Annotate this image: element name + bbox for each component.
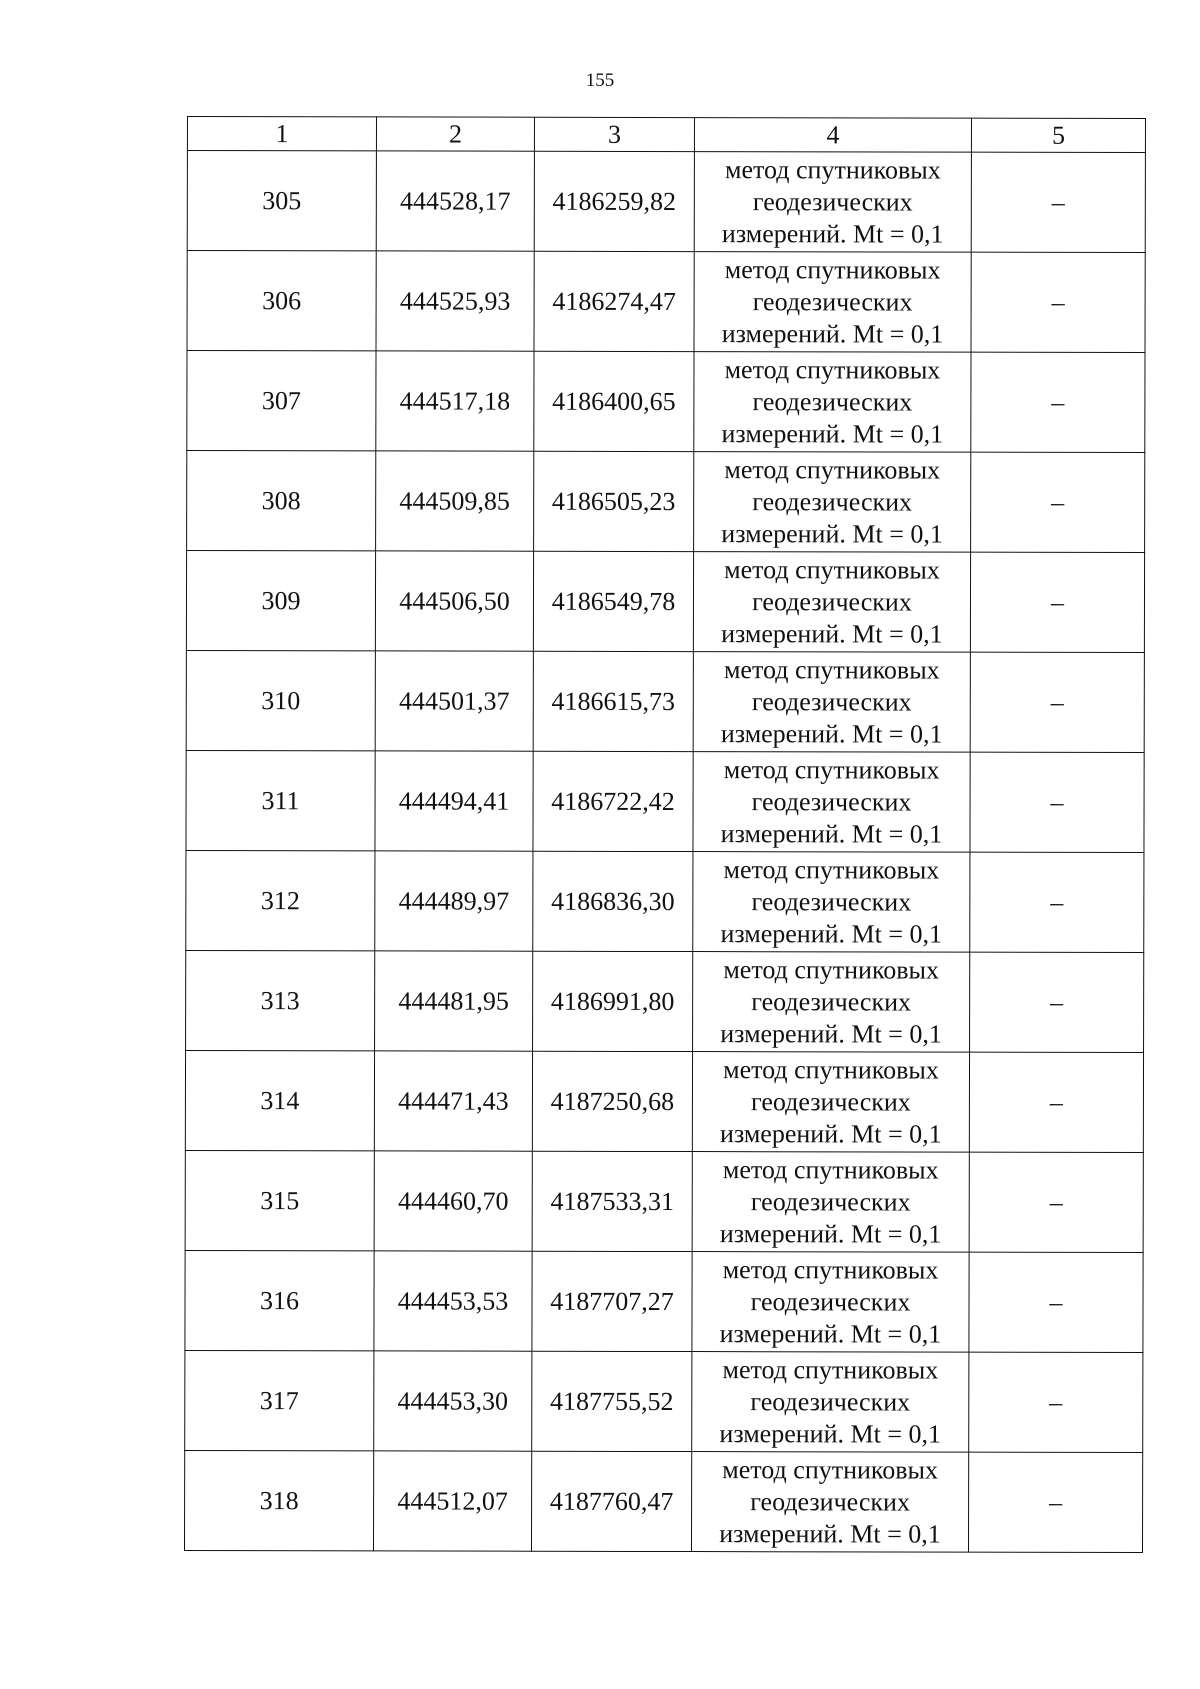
method-line: измерений. Mt = 0,1 — [721, 318, 944, 349]
note-cell: – — [968, 1452, 1142, 1552]
method-line: геодезических — [752, 486, 913, 517]
table-row — [187, 451, 1145, 553]
coordinate-x-cell: 444501,37 — [375, 651, 533, 751]
point-number-cell: 306 — [187, 251, 376, 351]
method-line: метод спутниковых — [724, 354, 941, 385]
table-row — [186, 750, 1144, 852]
point-number-cell: 305 — [187, 151, 376, 251]
note-cell: – — [971, 252, 1145, 352]
method-line: измерений. Mt = 0,1 — [721, 218, 944, 249]
header-cell-4: 4 — [694, 118, 971, 153]
method-line: метод спутниковых — [723, 1054, 939, 1085]
method-line: геодезических — [750, 1186, 911, 1217]
coordinate-y-cell: 4187755,52 — [532, 1351, 692, 1451]
method-line: метод спутниковых — [725, 154, 941, 185]
coordinate-x-cell: 444471,43 — [374, 1051, 532, 1151]
method-cell — [693, 952, 970, 1053]
point-number-cell: 308 — [187, 451, 376, 551]
table-row — [185, 1350, 1143, 1452]
note-cell: – — [969, 1252, 1143, 1352]
method-line: геодезических — [751, 786, 912, 817]
table-row — [186, 650, 1144, 752]
coordinate-y-cell: 4187250,68 — [532, 1051, 692, 1151]
method-cell — [693, 852, 970, 953]
method-line: геодезических — [750, 1386, 911, 1417]
method-line: метод спутниковых — [722, 1454, 939, 1485]
point-number-cell: 311 — [186, 750, 375, 850]
method-line: измерений. Mt = 0,1 — [719, 1418, 942, 1449]
point-number-cell: 312 — [186, 850, 375, 950]
coordinate-y-cell: 4187707,27 — [532, 1251, 692, 1351]
method-line: измерений. Mt = 0,1 — [721, 518, 943, 549]
header-cell-5: 5 — [971, 118, 1145, 152]
coordinate-x-cell: 444460,70 — [374, 1151, 532, 1251]
coordinate-x-cell: 444528,17 — [376, 151, 534, 251]
method-line: измерений. Mt = 0,1 — [719, 1218, 942, 1249]
method-cell — [692, 1352, 969, 1453]
method-line: измерений. Mt = 0,1 — [721, 618, 943, 649]
point-number-cell: 310 — [186, 650, 375, 750]
table-row — [185, 1250, 1143, 1352]
coordinate-y-cell: 4186615,73 — [533, 651, 693, 751]
method-cell — [694, 152, 971, 253]
method-line: геодезических — [752, 286, 913, 317]
note-cell: – — [970, 552, 1144, 652]
table-row — [187, 151, 1145, 253]
method-cell — [693, 752, 970, 853]
method-cell — [691, 1452, 968, 1553]
method-line: измерений. Mt = 0,1 — [720, 918, 943, 949]
coordinate-x-cell: 444506,50 — [375, 551, 533, 651]
method-line: метод спутниковых — [723, 854, 940, 885]
method-cell — [694, 452, 971, 553]
method-line: геодезических — [752, 586, 912, 617]
coordinate-x-cell: 444494,41 — [375, 751, 533, 851]
point-number-cell: 314 — [185, 1050, 374, 1150]
note-cell: – — [969, 1152, 1143, 1252]
point-number-cell: 313 — [186, 950, 375, 1050]
method-cell — [692, 1152, 969, 1253]
header-cell-1: 1 — [187, 117, 376, 151]
note-cell: – — [969, 1052, 1143, 1152]
coordinate-y-cell: 4186549,78 — [533, 551, 693, 651]
method-cell — [692, 1252, 969, 1353]
point-number-cell: 317 — [185, 1350, 374, 1450]
table-row — [185, 1150, 1143, 1252]
coordinates-table — [184, 116, 1146, 1553]
table-row — [186, 850, 1144, 952]
coordinate-y-cell: 4186274,47 — [534, 251, 694, 351]
coordinate-x-cell: 444481,95 — [375, 951, 533, 1051]
method-line: геодезических — [751, 986, 912, 1017]
note-cell: – — [970, 952, 1144, 1052]
method-cell — [692, 1052, 969, 1153]
note-cell: – — [971, 452, 1145, 552]
coordinate-x-cell: 444453,30 — [374, 1351, 532, 1451]
coordinate-y-cell: 4187533,31 — [532, 1151, 692, 1251]
header-cell-2: 2 — [376, 117, 534, 151]
coordinate-y-cell: 4186991,80 — [533, 951, 693, 1051]
coordinate-x-cell: 444525,93 — [376, 251, 534, 351]
method-line: метод спутниковых — [724, 454, 941, 485]
method-line: измерений. Mt = 0,1 — [721, 418, 944, 449]
method-line: геодезических — [752, 186, 913, 217]
method-line: геодезических — [751, 1086, 911, 1117]
method-cell — [693, 552, 970, 653]
header-row — [187, 117, 1145, 153]
method-line: измерений. Mt = 0,1 — [719, 1318, 942, 1349]
note-cell: – — [970, 852, 1144, 952]
note-cell: – — [971, 352, 1145, 452]
method-line: измерений. Mt = 0,1 — [720, 818, 943, 849]
coordinate-y-cell: 4186836,30 — [533, 851, 693, 951]
method-line: геодезических — [750, 1286, 911, 1317]
method-line: измерений. Mt = 0,1 — [720, 1118, 942, 1149]
note-cell: – — [971, 152, 1145, 252]
method-line: геодезических — [752, 386, 913, 417]
method-line: метод спутниковых — [724, 554, 940, 585]
point-number-cell: 315 — [185, 1150, 374, 1250]
method-line: метод спутниковых — [723, 654, 940, 685]
method-line: метод спутниковых — [722, 1354, 939, 1385]
coordinate-y-cell: 4187760,47 — [531, 1451, 691, 1551]
table-row — [185, 1050, 1143, 1152]
method-line: метод спутниковых — [724, 254, 941, 285]
method-cell — [694, 352, 971, 453]
method-line: метод спутниковых — [723, 954, 940, 985]
method-cell — [693, 652, 970, 753]
method-line: метод спутниковых — [723, 754, 940, 785]
coordinate-x-cell: 444489,97 — [375, 851, 533, 951]
table-header — [187, 117, 1145, 153]
note-cell: – — [969, 1352, 1143, 1452]
table-row — [186, 950, 1144, 1052]
coordinate-y-cell: 4186722,42 — [533, 751, 693, 851]
point-number-cell: 318 — [184, 1450, 373, 1550]
table-row — [186, 551, 1144, 653]
coordinate-x-cell: 444517,18 — [376, 351, 534, 451]
coordinate-x-cell: 444453,53 — [374, 1251, 532, 1351]
coordinate-y-cell: 4186505,23 — [534, 451, 694, 551]
note-cell: – — [970, 652, 1144, 752]
coordinate-x-cell: 444509,85 — [376, 451, 534, 551]
header-cell-3: 3 — [534, 117, 694, 151]
method-cell — [694, 252, 971, 353]
coordinate-x-cell: 444512,07 — [373, 1451, 531, 1551]
method-line: геодезических — [750, 1486, 910, 1517]
page-number: 155 — [585, 70, 615, 91]
point-number-cell: 309 — [186, 551, 375, 651]
table-body — [184, 151, 1145, 1553]
table-row — [187, 351, 1145, 453]
method-line: метод спутниковых — [722, 1154, 939, 1185]
point-number-cell: 307 — [187, 351, 376, 451]
method-line: измерений. Mt = 0,1 — [720, 718, 943, 749]
method-line: метод спутниковых — [722, 1254, 939, 1285]
method-line: измерений. Mt = 0,1 — [719, 1518, 941, 1549]
method-line: геодезических — [751, 686, 912, 717]
table-row — [187, 251, 1145, 353]
method-line: геодезических — [751, 886, 912, 917]
table-row — [184, 1450, 1142, 1552]
method-line: измерений. Mt = 0,1 — [720, 1018, 942, 1049]
coordinate-y-cell: 4186400,65 — [534, 351, 694, 451]
note-cell: – — [970, 752, 1144, 852]
point-number-cell: 316 — [185, 1250, 374, 1350]
coordinate-y-cell: 4186259,82 — [534, 151, 694, 251]
